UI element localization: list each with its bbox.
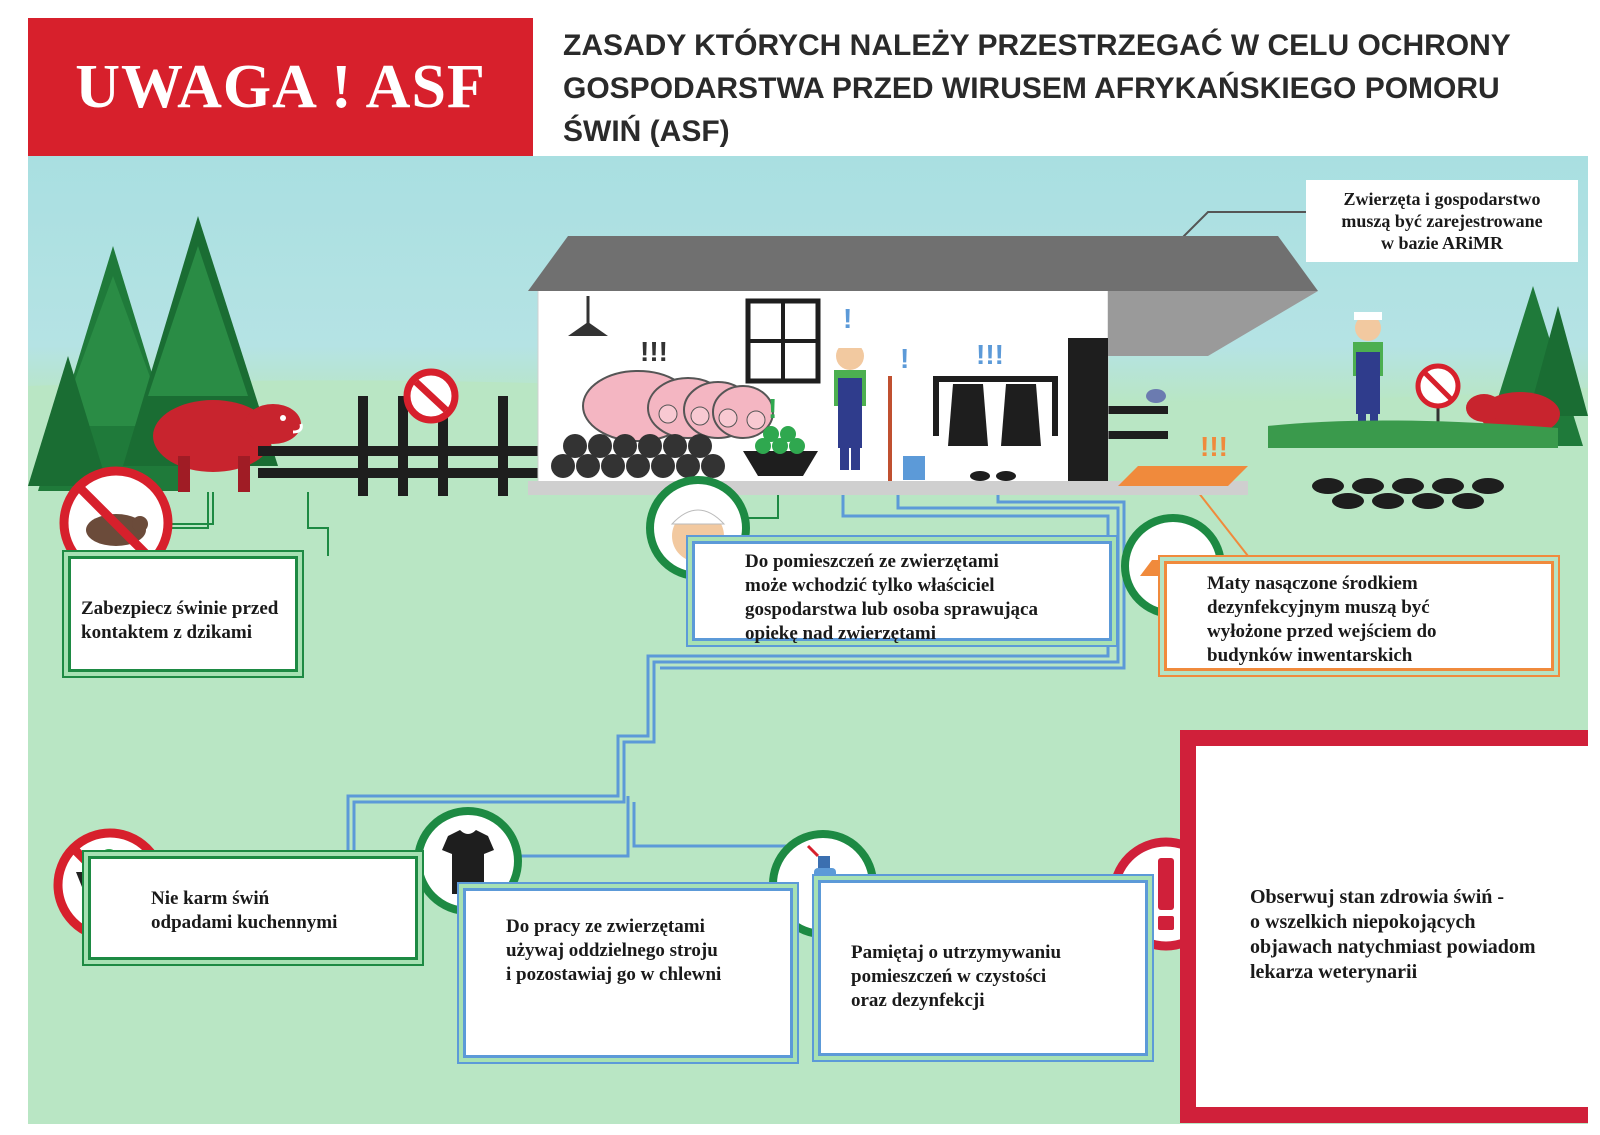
page-title <box>563 24 1573 153</box>
rule-line: lekarza weterynarii <box>1250 961 1418 983</box>
mark-mat: !!! <box>1200 431 1228 462</box>
rule-line: i pozostawiaj go w chlewni <box>506 964 722 985</box>
rule-access <box>692 541 1112 644</box>
mark-clothes: !!! <box>976 339 1004 370</box>
rule-line: opiekę nad zwierzętami <box>745 623 937 644</box>
rule-line: Nie karm świń <box>151 888 270 909</box>
rule-line: wyłożone przed wejściem do <box>1207 621 1437 642</box>
rule-line: Obserwuj stan zdrowia świń - <box>1250 886 1505 908</box>
rule-line: kontaktem z dzikami <box>81 622 252 643</box>
disinfection-mat <box>1118 466 1248 486</box>
rule-line: Do pomieszczeń ze zwierzętami <box>745 551 999 572</box>
bird <box>1146 389 1166 403</box>
rule-line: Zabezpiecz świnie przed <box>81 598 279 619</box>
rule-line: pomieszczeń w czystości <box>851 966 1047 987</box>
mark-broom: ! <box>900 343 910 374</box>
registration-note <box>1306 180 1578 262</box>
registration-line: w bazie ARiMR <box>1381 233 1503 253</box>
mark-feed: ! <box>768 393 778 424</box>
title-line: GOSPODARSTWA PRZED WIRUSEM AFRYKAŃSKIEGO POMORU <box>563 72 1500 105</box>
rule-health <box>1250 885 1590 1025</box>
rule-line: budynków inwentarskich <box>1207 645 1413 666</box>
rule-line: oraz dezynfekcji <box>851 990 985 1011</box>
rule-mats <box>1164 561 1554 671</box>
rule-cleaning <box>818 880 1148 1056</box>
rule-line: dezynfekcyjnym muszą być <box>1207 597 1430 618</box>
rule-line: Maty nasączone środkiem <box>1207 573 1418 594</box>
mark-farmer: ! <box>843 303 853 334</box>
rule-line: o wszelkich niepokojących <box>1250 911 1476 933</box>
title-line: ZASADY KTÓRYCH NALEŻY PRZESTRZEGAĆ W CELU OCHRONY <box>563 29 1511 62</box>
rule-line: Pamiętaj o utrzymywaniu <box>851 942 1062 963</box>
alert-badge-text: UWAGA ! ASF <box>75 52 486 121</box>
mark-pigs: !!! <box>640 336 668 367</box>
rule-line: może wchodzić tylko właściciel <box>745 575 995 596</box>
no-entry-sign <box>407 372 455 420</box>
alert-badge <box>28 18 533 156</box>
rule-line: objawach natychmiast powiadom <box>1250 936 1536 958</box>
rule-line: używaj oddzielnego stroju <box>506 940 718 961</box>
rule-line: odpadami kuchennymi <box>151 912 338 933</box>
registration-line: muszą być zarejestrowane <box>1341 211 1543 231</box>
rule-clothing <box>463 888 793 1058</box>
rule-boars <box>68 556 298 672</box>
registration-line: Zwierzęta i gospodarstwo <box>1343 189 1541 209</box>
rule-line: Do pracy ze zwierzętami <box>506 916 705 937</box>
rule-line: gospodarstwa lub osoba sprawująca <box>745 599 1038 620</box>
title-line: ŚWIŃ (ASF) <box>563 115 730 148</box>
rule-feed <box>88 856 418 960</box>
